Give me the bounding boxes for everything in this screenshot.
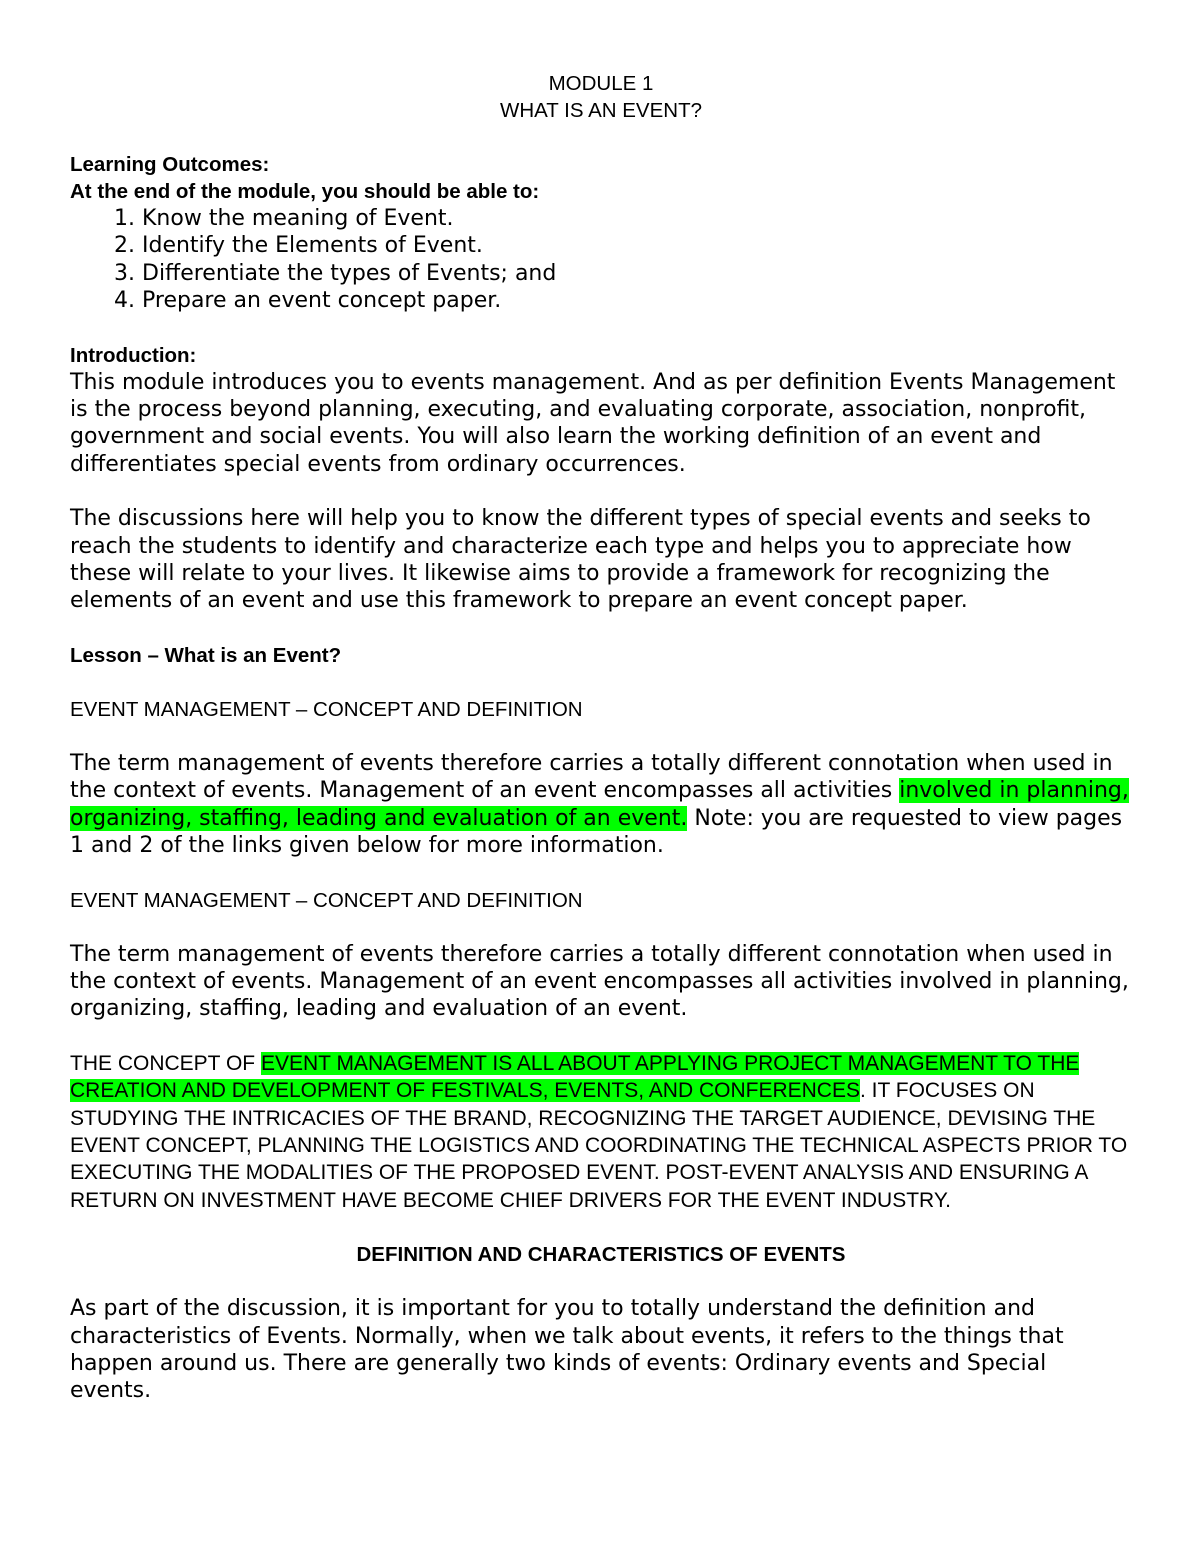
document-page [70,70,1132,1405]
spacer [70,315,1132,342]
paragraph-text: Note: you are requested to view pages 1 and 2 of the links given below for more information. [70,805,1123,859]
section-paragraph [70,750,1132,860]
definition-paragraph: As part of the discussion, it is important for you to totally understand the definition and characteristics of Events. Normally, when we talk about events, it refers to the things that happen around us. There are generally two kinds of events: Ordinary events and Special events. [70,1296,1064,1404]
list-item: 1. Know the meaning of Event. [142,205,1132,232]
concept-paragraph [70,1050,1132,1214]
learning-outcomes-list [70,205,1132,315]
highlighted-text: involved in planning, organizing, staffing, leading and evaluation of an event. [70,778,1129,831]
lesson-title: Lesson – What is an Event? [70,643,342,667]
introduction-paragraph: This module introduces you to events management. And as per definition Events Management is the process beyond planning, executing, and evaluating corporate, association, nonprofit, government and social events. You will also learn the working definition of an event and differentiates special events from ordinary occurrences. [70,369,1116,477]
spacer [70,1023,1132,1050]
spacer [70,478,1132,505]
spacer [70,860,1132,887]
spacer [70,669,1132,696]
list-item: 2. Identify the Elements of Event. [142,232,1132,259]
introduction-paragraph: The discussions here will help you to know the different types of special events and seeks to reach the students to identify and characterize each type and helps you to appreciate how these will relate to your lives. It likewise aims to provide a framework for recognizing the elements of an event and use this framework to prepare an event concept paper. [70,506,1091,614]
spacer [70,723,1132,750]
section-heading: EVENT MANAGEMENT – CONCEPT AND DEFINITION [70,697,583,721]
introduction-label: Introduction: [70,343,197,367]
module-number: MODULE 1 [548,72,654,95]
paragraph-text: The term management of events therefore carries a totally different connotation when used in the context of events. Management of an event encompasses all activities [70,750,1113,804]
definition-heading: DEFINITION AND CHARACTERISTICS OF EVENTS [356,1243,846,1267]
learning-outcomes-label: Learning Outcomes: [70,153,270,176]
spacer [70,914,1132,941]
learning-outcomes-intro: At the end of the module, you should be able to: [70,180,540,203]
section-paragraph: The term management of events therefore carries a totally different connotation when used in the context of events. Management of an event encompasses all activities involved in planning, organizing, staffing, leading and evaluation of an event. [70,941,1129,1022]
spacer [70,1268,1132,1295]
list-item: 3. Differentiate the types of Events; and [142,260,1132,287]
paragraph-text: THE CONCEPT OF [70,1051,261,1075]
paragraph-text: . IT FOCUSES ON STUDYING THE INTRICACIES OF THE BRAND, RECOGNIZING THE TARGET AUDIENCE, DEVISING THE EVENT CONCEPT, PLANNING THE LOGISTICS AND COORDINATING THE TECHNICAL ASPECTS PRIOR TO EXECUTING THE MODALITIES OF THE PROPOSED EVENT. POST-EVENT ANALYSIS AND ENSURING A RETURN ON INVESTMENT HAVE BECOME CHIEF DRIVERS FOR THE EVENT INDUSTRY. [70,1079,1128,1212]
list-item: 4. Prepare an event concept paper. [142,287,1132,314]
highlighted-text: EVENT MANAGEMENT IS ALL ABOUT APPLYING PROJECT MANAGEMENT TO THE CREATION AND DEVELOPMENT OF FESTIVALS, EVENTS, AND CONFERENCES [70,1051,1080,1103]
spacer [70,615,1132,642]
module-title: WHAT IS AN EVENT? [499,99,702,122]
section-heading: EVENT MANAGEMENT – CONCEPT AND DEFINITION [70,888,583,912]
spacer [70,1214,1132,1241]
spacer [70,124,1132,151]
